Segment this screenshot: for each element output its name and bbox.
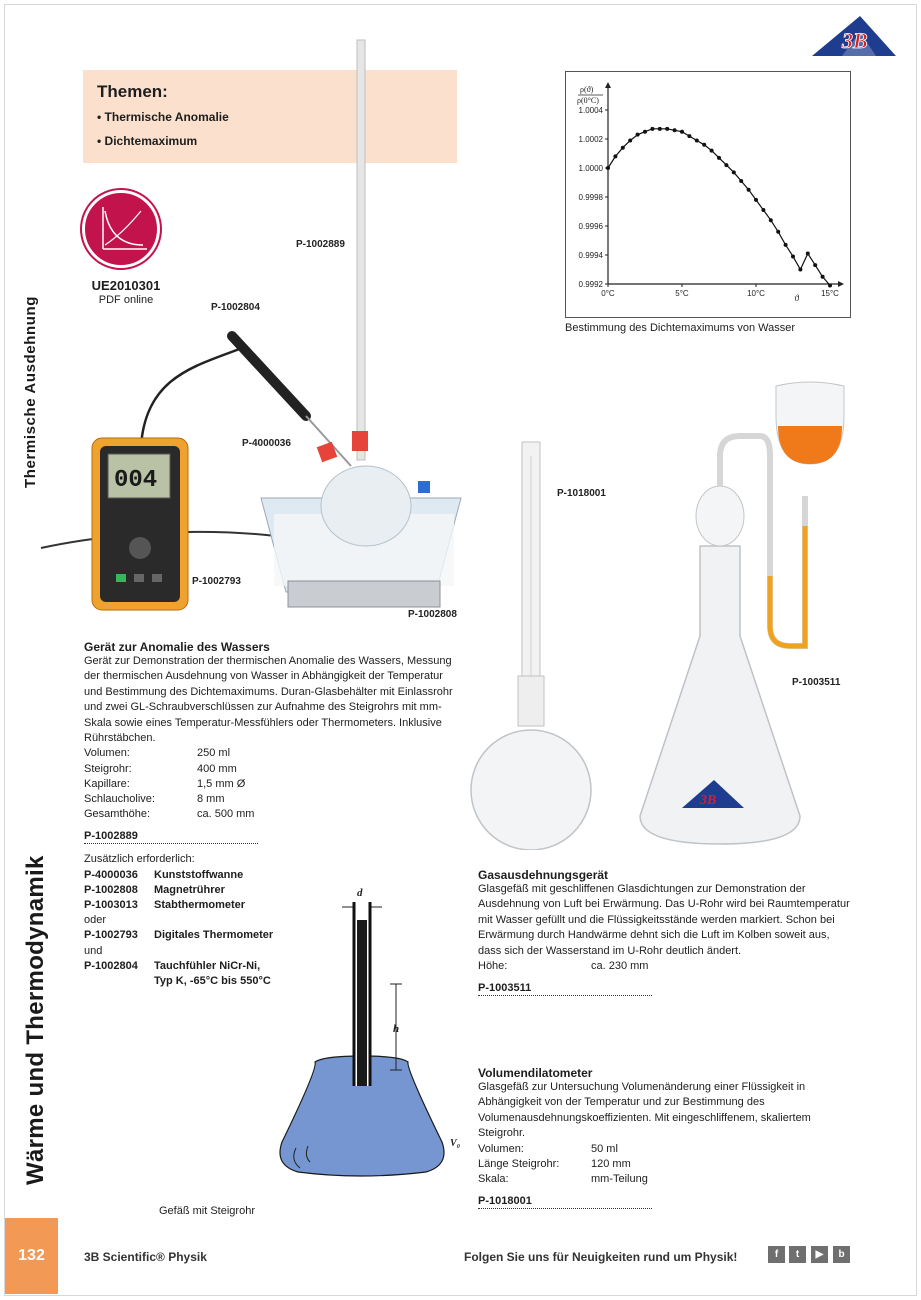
svg-text:3B: 3B [842,28,868,53]
data-point [702,143,706,147]
glassware-photo [470,376,850,850]
requirement-connector: oder [84,914,107,927]
additional-title: Zusätzlich erforderlich: [84,853,195,866]
themen-item: • Dichtemaximum [97,134,198,148]
themen-item: • Thermische Anomalie [97,110,229,124]
requirement-row: Typ K, -65°C bis 550°C [154,975,271,988]
y-axis-label-denominator: ρ(0°C) [577,96,599,105]
requirement-row[interactable]: P-1003013 Stabthermometer [84,899,246,912]
spec-row: Volumen: 250 ml [84,747,231,760]
diagram-caption: Gefäß mit Steigrohr [159,1205,255,1217]
page-number: 132 [5,1218,58,1294]
data-point [813,263,817,267]
data-point [821,275,825,279]
experiment-sub: PDF online [98,294,154,306]
product1-description: Gerät zur Demonstration der thermischen Anomalie des Wassers, Messung der thermischen Ausdehnung von Wasser in Abhängigkeit der Temperatur und Bestimmung des Dichtemaximums. Duran-Glasbehälter mit Einlassrohr und zwei GL-Schraubverschlüssen zur Aufnahme des Steigrohrs mit mm-Skala sowie eines Temperatur-Messfühlers oder Thermometers. Inklusive Rührstäbchen. [84,655,453,745]
requirement-row[interactable]: P-4000036 Kunststoffwanne [84,868,244,881]
y-tick-label: 0.9998 [578,193,603,202]
spec-row: Gesamthöhe: ca. 500 mm [84,808,255,821]
twitter-icon[interactable]: t [789,1246,806,1263]
blog-icon[interactable]: b [833,1246,850,1263]
data-point [769,218,773,222]
y-axis-arrow [605,82,611,88]
x-tick-label: 0°C [601,289,615,298]
y-tick-label: 0.9996 [578,222,603,231]
label-p4000036: P-4000036 [242,438,291,449]
product3-order-number[interactable]: P-1018001 [478,1195,652,1209]
experiment-code[interactable]: UE2010301 [91,278,161,293]
data-point [724,163,728,167]
y-axis-label-numerator: ρ(ϑ) [580,85,594,94]
data-point [791,254,795,258]
thermometer-display-text: 004 [114,467,158,494]
requirement-row[interactable]: P-1002793 Digitales Thermometer [84,929,274,942]
youtube-icon[interactable]: ▶ [811,1246,828,1263]
product1-title: Gerät zur Anomalie des Wassers [84,640,270,654]
label-p1002804: P-1002804 [211,302,260,313]
product3-title: Volumendilatometer [478,1066,593,1080]
svg-text:3B: 3B [700,793,717,808]
data-point [650,127,654,131]
data-point [717,156,721,160]
themen-title: Themen: [97,82,168,101]
product2-description: Glasgefäß mit geschliffenen Glasdichtungen zur Demonstration der Ausdehnung von Luft bei Erwärmung. Das U-Rohr wird bei Raumtemperatur mit Wasser gefüllt und die Flüssigkeitsstände werden markiert. Schon bei Erwärmung durch Handwärme dehnt sich die Luft im Kolben soweit aus, dass sich der Wasserstand im U-Rohr deutlich ändert. [478,883,850,957]
footer-follow: Folgen Sie uns für Neuigkeiten rund um Physik! [464,1250,738,1264]
label-v0: V₀ [450,1138,461,1149]
requirement-connector: und [84,944,103,957]
label-p1002889: P-1002889 [296,239,345,250]
side-title-small: Thermische Ausdehnung [22,295,39,488]
product3-description: Glasgefäß zur Untersuchung Volumenänderung einer Flüssigkeit in Abhängigkeit von der Temperatur und zur Bestimmung des Volumenausdehnungskoeffizienten. Mit eingeschliffenem, skaliertem Steigrohr. [478,1081,811,1140]
x-axis-arrow [838,281,844,287]
footer-brand: 3B Scientific® Physik [84,1250,207,1264]
spec-row: Länge Steigrohr: 120 mm [478,1157,631,1170]
y-tick-label: 0.9992 [578,280,603,289]
product1-specs [84,746,456,822]
data-point [828,283,832,287]
label-p1003511: P-1003511 [792,677,841,688]
x-tick-label: 5°C [675,289,689,298]
side-title-big: Wärme und Thermodynamik [22,855,49,1185]
spec-row: Skala: mm-Teilung [478,1173,648,1186]
3b-logo-icon [812,14,896,56]
product1-order-number[interactable]: P-1002889 [84,830,258,844]
chart-caption: Bestimmung des Dichtemaximums von Wasser [565,322,796,334]
data-point [628,138,632,142]
data-point [665,127,669,131]
data-point [710,149,714,153]
data-point [747,188,751,192]
y-tick-label: 0.9994 [578,251,603,260]
vessel-diagram [260,880,470,1220]
label-h: h [393,1023,400,1035]
spec-row: Höhe: ca. 230 mm [478,960,649,973]
data-point [606,166,610,170]
data-point [776,230,780,234]
label-p1002808: P-1002808 [408,609,457,620]
spec-row: Kapillare: 1,5 mm Ø [84,777,246,790]
x-tick-label: 15°C [821,289,839,298]
label-d: d [357,887,363,899]
data-point [784,243,788,247]
label-p1002793: P-1002793 [192,576,241,587]
data-point [754,198,758,202]
density-chart [565,71,851,318]
data-point [643,130,647,134]
x-axis-label: ϑ [794,293,799,303]
spec-row: Volumen: 50 ml [478,1142,618,1155]
data-point [732,170,736,174]
data-point [621,146,625,150]
series-line [608,129,830,286]
facebook-icon[interactable]: f [768,1246,785,1263]
product2-order-number[interactable]: P-1003511 [478,982,652,996]
data-point [658,127,662,131]
data-point [761,208,765,212]
y-tick-label: 1.0002 [578,135,603,144]
data-point [739,179,743,183]
data-point [695,138,699,142]
y-tick-label: 1.0004 [578,106,603,115]
requirement-row[interactable]: P-1002804 Tauchfühler NiCr-Ni, [84,959,261,972]
label-p1018001: P-1018001 [557,488,606,499]
data-point [673,128,677,132]
data-point [613,154,617,158]
data-point [636,133,640,137]
data-point [798,268,802,272]
data-point [687,134,691,138]
requirement-row[interactable]: P-1002808 Magnetrührer [84,883,225,896]
product3-block [478,1066,852,1209]
x-tick-label: 10°C [747,289,765,298]
product2-block [478,868,852,996]
apparatus-photo [36,36,476,616]
product2-title: Gasausdehnungsgerät [478,868,609,882]
density-chart-svg [566,72,850,317]
y-tick-label: 1.0000 [578,164,603,173]
spec-row: Steigrohr: 400 mm [84,762,237,775]
spec-row: Schlaucholive: 8 mm [84,793,225,806]
data-point [806,252,810,256]
data-point [680,130,684,134]
